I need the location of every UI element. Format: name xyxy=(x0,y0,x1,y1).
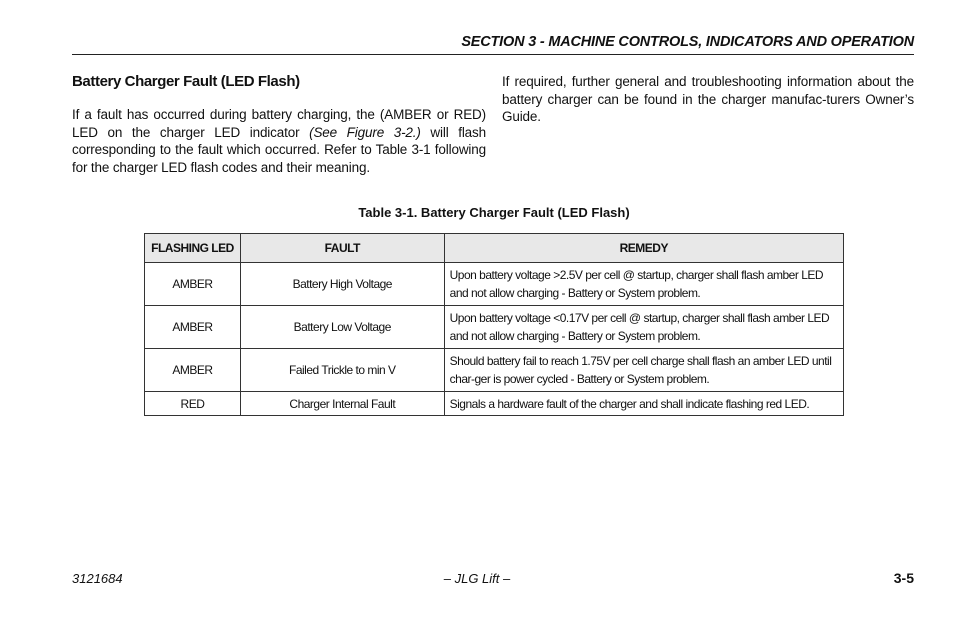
header-fault: FAULT xyxy=(240,234,444,263)
fault-table xyxy=(144,233,844,416)
right-column xyxy=(502,73,914,126)
led-cell: AMBER xyxy=(145,263,241,306)
intro-paragraph xyxy=(72,106,486,176)
section-header: SECTION 3 - MACHINE CONTROLS, INDICATORS AND OPERATION xyxy=(72,34,914,55)
table-caption: Table 3-1. Battery Charger Fault (LED Flash) xyxy=(358,205,630,220)
remedy-cell: Upon battery voltage >2.5V per cell @ startup, charger shall flash amber LED and not allow charging - Battery or System problem. xyxy=(444,263,843,306)
fault-cell: Battery High Voltage xyxy=(240,263,444,306)
table-row xyxy=(145,306,844,349)
table-header-row xyxy=(145,234,844,263)
fault-cell: Battery Low Voltage xyxy=(240,306,444,349)
led-cell: RED xyxy=(145,392,241,416)
left-column xyxy=(72,106,486,176)
led-cell: AMBER xyxy=(145,306,241,349)
section-heading: Battery Charger Fault (LED Flash) xyxy=(72,73,300,90)
header-remedy: REMEDY xyxy=(444,234,843,263)
table-row xyxy=(145,263,844,306)
led-cell: AMBER xyxy=(145,349,241,392)
remedy-cell: Should battery fail to reach 1.75V per cell charge shall flash an amber LED until char-ger is power cycled - Battery or System problem. xyxy=(444,349,843,392)
intro-text-part2: will flash corresponding to the fault which occurred. Refer to Table 3-1 following for the charger LED flash codes and their meaning. xyxy=(72,124,486,175)
fault-cell: Failed Trickle to min V xyxy=(240,349,444,392)
header-flashing-led: FLASHING LED xyxy=(145,234,241,263)
troubleshooting-paragraph: If required, further general and troubleshooting information about the battery charger can be found in the charger manufac-turers Owner’s Guide. xyxy=(502,74,914,124)
document-number: 3121684 xyxy=(72,571,123,586)
fault-cell: Charger Internal Fault xyxy=(240,392,444,416)
footer-brand: – JLG Lift – xyxy=(443,571,511,586)
remedy-cell: Upon battery voltage <0.17V per cell @ startup, charger shall flash amber LED and not allow charging - Battery or System problem. xyxy=(444,306,843,349)
table-row xyxy=(145,392,844,416)
figure-reference: (See Figure 3-2.) xyxy=(309,124,421,140)
remedy-cell: Signals a hardware fault of the charger and shall indicate flashing red LED. xyxy=(444,392,843,416)
page-number: 3-5 xyxy=(893,570,914,586)
table-row xyxy=(145,349,844,392)
intro-text-part1: If a fault has occurred during battery charging, the (AMBER or RED) LED on the charger LED indicator xyxy=(72,107,486,140)
